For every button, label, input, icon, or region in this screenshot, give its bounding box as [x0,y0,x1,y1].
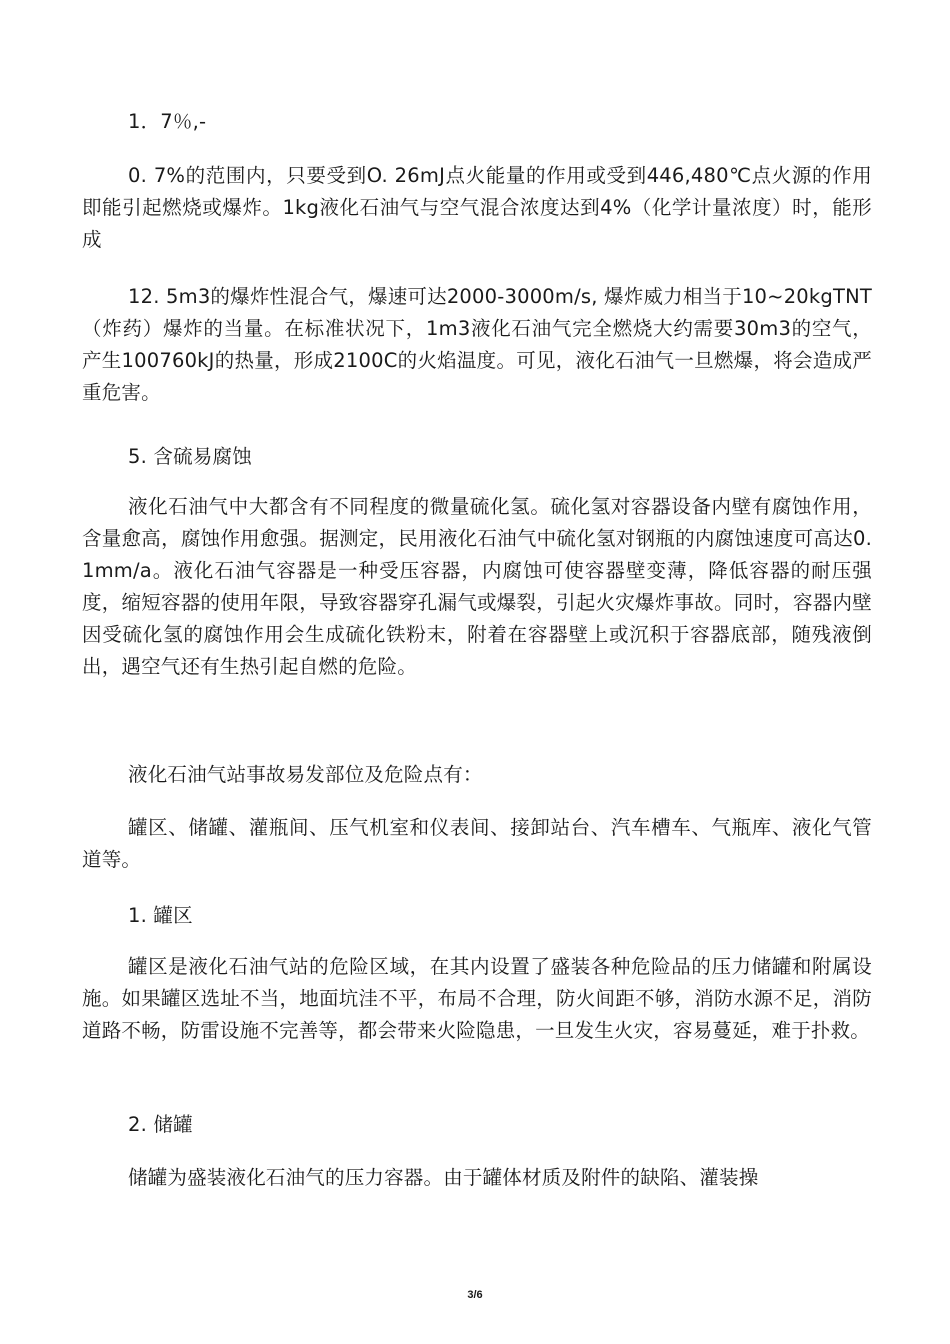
section-heading-1: 1. 罐区 [128,904,193,927]
paragraph-5: 液化石油气站事故易发部位及危险点有： [128,763,483,786]
paragraph-1: 1．7％,- [128,110,207,133]
section-heading-5: 5. 含硫易腐蚀 [128,445,252,468]
paragraph-6: 罐区、储罐、灌瓶间、压气机室和仪表间、接卸站台、汽车槽车、气瓶库、液化气管道等。 [82,816,872,871]
paragraph-2: 0. 7%的范围内，只要受到O. 26mJ点火能量的作用或受到446,480℃点火源的作用即能引起燃烧或爆炸。1kg液化石油气与空气混合浓度达到4%（化学计量浓度）时，能形成 [82,164,872,251]
paragraph-4: 液化石油气中大都含有不同程度的微量硫化氢。硫化氢对容器设备内壁有腐蚀作用，含量愈高，腐蚀作用愈强。据测定，民用液化石油气中硫化氢对钢瓶的内腐蚀速度可高达0. 1mm/a。液化石油气容器是一种受压容器，内腐蚀可使容器壁变薄，降低容器的耐压强度，缩短容器的使用年限，导致容器穿孔漏气或爆裂，引起火灾爆炸事故。同时，容器内壁因受硫化氢的腐蚀作用会生成硫化铁粉末，附着在容器壁上或沉积于容器底部，随残液倒出，遇空气还有生热引起自燃的危险。 [82,495,872,678]
section-heading-2: 2. 储罐 [128,1113,193,1136]
paragraph-3: 12. 5m3的爆炸性混合气，爆速可达2000-3000m/s, 爆炸威力相当于10~20kgTNT（炸药）爆炸的当量。在标准状况下，1m3液化石油气完全燃烧大约需要30m3的空气，产生100760kJ的热量，形成2100C的火焰温度。可见，液化石油气一旦燃爆，将会造成严重危害。 [82,285,872,404]
paragraph-7: 罐区是液化石油气站的危险区域，在其内设置了盛装各种危险品的压力储罐和附属设施。如果罐区选址不当，地面坑洼不平，布局不合理，防火间距不够，消防水源不足，消防道路不畅，防雷设施不完善等，都会带来火险隐患，一旦发生火灾，容易蔓延，难于扑救。 [82,955,872,1042]
paragraph-8: 储罐为盛装液化石油气的压力容器。由于罐体材质及附件的缺陷、灌装操 [128,1166,759,1189]
page-number: 3/6 [467,1289,483,1301]
